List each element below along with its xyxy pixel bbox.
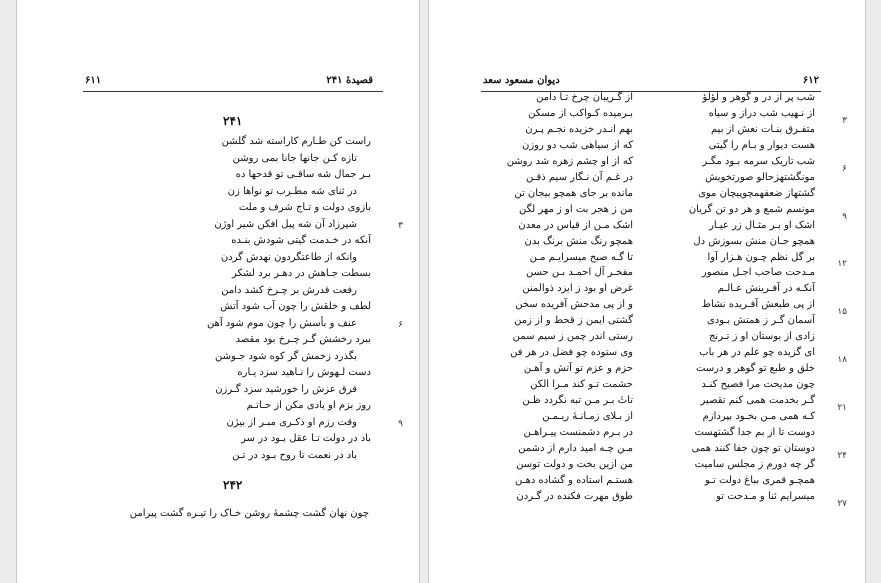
- verse-number: ۲۴: [837, 450, 847, 461]
- verse-line: روز بزم او یادی مکن از حـاتـم: [246, 400, 371, 411]
- verse-line: دوستان تو چون جفا کنند همی: [691, 442, 815, 454]
- book-title: دیوان مسعود سعد: [483, 75, 560, 86]
- verse-line: دست لـهوش را نـاهید سزد یـاره: [237, 367, 371, 378]
- verse-number: ۱۸: [837, 355, 847, 366]
- verse-line: ای گزیده چو علم در هر باب: [699, 347, 815, 359]
- left-page: [16, 0, 420, 583]
- verse-line: شب پر از در و گوهر و لؤلؤ: [702, 92, 815, 103]
- verse-line: کـه همی مـن بخـود بپردازم: [702, 411, 815, 422]
- verse-number: ۲۷: [837, 498, 847, 509]
- verse-line: میسرایم ثنا و مـدحت تو: [716, 490, 815, 502]
- verse-line: شیرزاد آن شه پیل افکن شیر اوژن: [214, 218, 357, 230]
- verse-line: حزم و عزم تو آتش و آهـن: [523, 363, 633, 375]
- verse-line: طوق مهرت فکنده در گـردن: [516, 490, 633, 502]
- verse-number: ۱۵: [837, 307, 847, 318]
- page-number: ۶۱۱: [85, 75, 102, 86]
- verse-line: از بـلای زمـانـهٔ ریـمـن: [542, 411, 633, 422]
- verse-line: وی ستوده چو فضل در هر فن: [510, 347, 633, 359]
- verse-line: آنکه در خـدمت گیتی شودش بنـده: [231, 235, 371, 246]
- verse-line: خلق و طبع تو گوهر و درست: [695, 363, 815, 375]
- page-header: [17, 75, 420, 89]
- verse-number: ۱۲: [837, 259, 847, 270]
- verse-line: مـن چـه امید دارم از دشمن: [518, 442, 633, 454]
- verse-line: اشک او بـر مثـال زر عیـار: [709, 219, 815, 231]
- verse-line: گـر بخدمت همی کنم تقصیر: [700, 395, 815, 407]
- verse-number: ۶: [398, 319, 403, 330]
- verse-line: وانکه از طاعتگردون نهدش گردن: [220, 251, 357, 263]
- verse-line: باد در دولت تـا عقل بـود در سر: [241, 433, 371, 444]
- verse-number: ۹: [398, 418, 403, 429]
- verse-line: بـر جمال شه ساقـی تو قدحها ده: [235, 169, 371, 180]
- verse-line: اشک مـن از قیاس در معدن: [518, 219, 633, 231]
- verse-line: از پی طبعش آفـریده نشاط: [701, 299, 815, 311]
- verse-line: چون مدیحت مرا فصیح کنـد: [701, 379, 815, 391]
- verse-line: غرض او بود ز ایزد ذوالمنن: [522, 283, 633, 295]
- verse-line: آنکـه در آفـرینش عـالـم: [717, 283, 815, 295]
- section-title: قصیدهٔ ۲۴۱: [326, 75, 373, 86]
- verse-line: از گـریبان چرخ تـا دامن: [536, 92, 633, 103]
- verse-line: مفخـر آل احمـد بـن حسن: [525, 267, 633, 279]
- verse-line: عنف و بأسش را چون موم شود آهن: [206, 317, 357, 329]
- verse-line: مانده بر جای همچو بیجان تن: [514, 187, 633, 199]
- verse-line: همچو رنگ منش برنگ بدن: [524, 235, 633, 247]
- verse-line: چون نهان گشت چشمهٔ روشن خـاک را تیـره گشت پیرامن: [129, 508, 369, 519]
- verse-line: بر گل نظم چـون هـزار آوا: [707, 251, 815, 263]
- verse-line: دوست تا از بم جدا گشتهست: [694, 426, 815, 438]
- poem-number: ۲۴۱: [223, 114, 243, 128]
- verse-line: همچو جـان منش بسوزش دل: [693, 235, 815, 247]
- verse-line: آسمان گـر ز همتش بـودی: [706, 315, 815, 327]
- verse-number: ۳: [842, 115, 847, 126]
- verse-line: رفعت قدرش بر چـرخ کشد دامن: [221, 284, 357, 296]
- verse-line: بازوی دولت و تـاج شرف و ملت: [238, 202, 371, 213]
- page-number: ۶۱۲: [802, 75, 819, 86]
- page-header: [429, 75, 866, 89]
- verse-line: گشتهاز ضعفهمچوپیچان موی: [698, 187, 815, 199]
- verse-line: هست دیوار و بـام را گیتی: [708, 139, 815, 151]
- verse-line: در بـرم دشمنست پیـراهـن: [523, 426, 633, 438]
- verse-line: متفـرق بنـات نعش از بیم: [711, 123, 815, 135]
- verse-number: ۶: [842, 163, 847, 174]
- verse-number: ۲۱: [837, 403, 847, 413]
- verse-line: رستی اندر چمن ز سیم سمن: [512, 331, 633, 343]
- verse-line: من ز هجر بت او ز مهر لگن: [519, 203, 633, 215]
- verse-line: همچـو قمری بباغ دولت تـو: [704, 474, 815, 486]
- verse-line: ببرد رخشش گـر چـرخ بود مقصد: [235, 334, 371, 345]
- verse-line: لطف و خلقش را چون آب شود آتش: [220, 301, 371, 312]
- verse-line: فرق عزش را خورشید سزد گـرزن: [215, 383, 357, 395]
- verse-line: راست کن طـارم کاراسته شد گلشن: [221, 136, 371, 147]
- poem-number: ۲۴۲: [223, 478, 243, 492]
- verse-line: تا گـه صبح میسرایـم مـن: [529, 251, 633, 263]
- verse-line: وقت رزم او ذکـری مبـر از بیژن: [226, 416, 357, 428]
- verse-line: هستـم استاده و گشاده دهـن: [515, 474, 633, 486]
- verse-line: زادی از بوستان او ز تـرنج: [708, 331, 815, 343]
- verse-line: گر چه دورم ز مجلس سامیت: [694, 458, 815, 470]
- verse-line: مونسم شمع و هر دو تن گریان: [688, 203, 815, 215]
- verse-line: حشمت تـو کند مـرا الکن: [530, 379, 633, 391]
- verse-line: مـدحت صاحب اجـل منصور: [701, 267, 815, 279]
- verse-line: در غـم آن نـگار سیم ذقـن: [525, 171, 633, 183]
- verse-line: بـرمیده کـواکب از مسکن: [528, 107, 633, 119]
- right-page: [428, 0, 866, 583]
- verse-line: من ازین بخت و دولت توسن: [516, 458, 633, 470]
- verse-number: ۳: [398, 220, 403, 231]
- verse-line: باد در نعمت تا روح بـود در تـن: [232, 449, 357, 461]
- verse-line: بسطت جـاهش در دهـر برد لشکر: [231, 268, 371, 279]
- verse-number: ۹: [842, 211, 847, 222]
- verse-line: تازه کـن جانها جانا بمی روشن: [232, 152, 357, 164]
- verse-line: گشتی ایمن ز قحط و از زمن: [514, 315, 633, 327]
- verse-line: شب تاریک سرمه بـود مگـر: [702, 155, 815, 167]
- verse-line: بگذرد زخمش گر کوه شود جـوشن: [215, 350, 357, 362]
- verse-line: از نـهیب شب دراز و سیاه: [708, 107, 815, 119]
- verse-line: و از پی مدحش آفریده سخن: [515, 299, 633, 311]
- header-rule: [83, 91, 383, 92]
- verse-line: مونگشتهزحالو صورتخویش: [705, 171, 815, 183]
- verse-line: بهم انـدر خزیده نجـم پـرن: [525, 123, 633, 135]
- verse-line: تاتٔ بـر مـن تبه نگردد ظـن: [522, 395, 633, 407]
- verse-line: که از او چشم زهره شد روشن: [506, 155, 633, 167]
- verse-line: در ثنای شه مطـرب تو نواها زن: [227, 185, 357, 197]
- verse-line: که از سیاهی شب دو روزن: [522, 139, 633, 151]
